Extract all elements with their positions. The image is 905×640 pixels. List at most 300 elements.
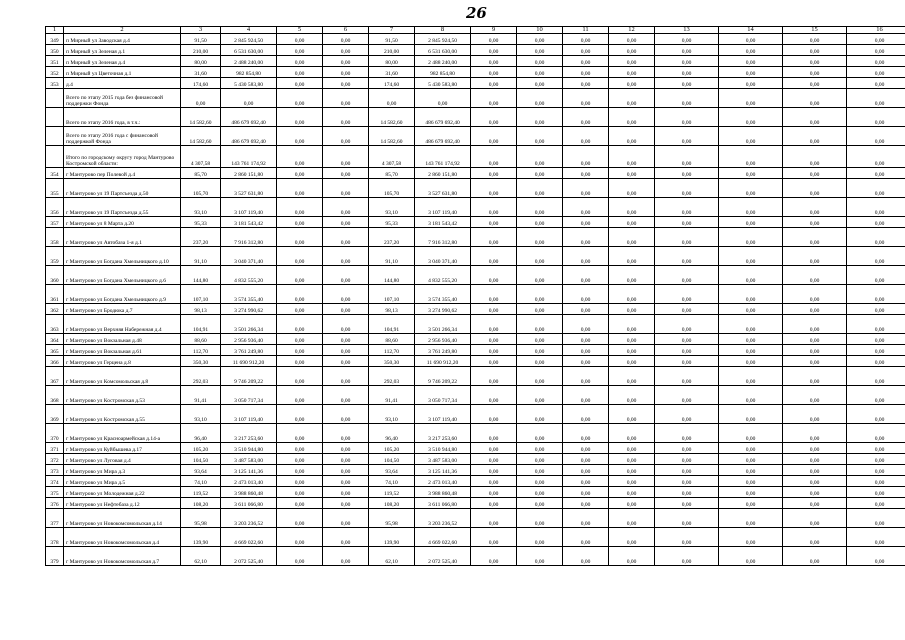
value-cell: 0,00 [277,45,323,56]
value-cell: 0,00 [783,45,847,56]
value-cell: 0,00 [609,78,655,89]
value-cell: 0,00 [719,476,783,487]
address-cell: г Мантурово ул Богдана Хмельницкого д.10 [64,247,181,266]
value-cell: 0,00 [609,179,655,198]
value-cell: 0,00 [609,334,655,345]
column-header: 12 [609,27,655,34]
value-cell: 0,00 [655,247,719,266]
column-header: 6 [323,27,369,34]
value-cell: 0,00 [277,367,323,386]
value-cell: 0,00 [655,405,719,424]
table-row [46,528,905,547]
value-cell: 0,00 [719,217,783,228]
value-cell: 0,00 [847,146,905,168]
value-cell: 0,00 [609,424,655,443]
value-cell: 0,00 [277,405,323,424]
address-cell: п Мирный ул Зеленая д.1 [64,45,181,56]
value-cell: 0,00 [783,367,847,386]
row-number: 359 [46,247,64,266]
value-cell: 0,00 [847,509,905,528]
value-cell: 3 510 944,80 [221,443,277,454]
value-cell: 0,00 [563,487,609,498]
value-cell: 0,00 [719,78,783,89]
value-cell: 9 746 209,22 [415,367,471,386]
value-cell: 0,00 [471,217,517,228]
value-cell: 0,00 [563,168,609,179]
value-cell: 0,00 [609,465,655,476]
value-cell: 0,00 [847,89,905,108]
value-cell: 0,00 [719,443,783,454]
value-cell: 0,00 [277,285,323,304]
value-cell: 11 690 912,20 [415,356,471,367]
value-cell: 0,00 [847,78,905,89]
value-cell: 0,00 [517,217,563,228]
table-row [46,127,905,146]
value-cell: 31,60 [181,67,221,78]
value-cell: 0,00 [847,108,905,127]
value-cell: 0,00 [471,304,517,315]
value-cell: 0,00 [783,228,847,247]
row-number [46,89,64,108]
table-row [46,334,905,345]
value-cell: 0,00 [563,315,609,334]
value-cell: 0,00 [719,228,783,247]
address-cell: г Мантурово ул Вокзальная д.61 [64,345,181,356]
value-cell: 88,60 [369,334,415,345]
value-cell: 0,00 [655,89,719,108]
table-row [46,285,905,304]
value-cell: 0,00 [655,386,719,405]
value-cell: 0,00 [783,528,847,547]
value-cell: 0,00 [655,528,719,547]
value-cell: 119,52 [181,487,221,498]
value-cell: 0,00 [719,454,783,465]
value-cell: 95,33 [369,217,415,228]
value-cell: 0,00 [471,108,517,127]
value-cell: 0,00 [719,345,783,356]
value-cell: 0,00 [609,247,655,266]
row-number: 351 [46,56,64,67]
value-cell: 5 430 583,80 [415,78,471,89]
value-cell: 0,00 [323,108,369,127]
value-cell: 350,30 [369,356,415,367]
value-cell: 0,00 [471,78,517,89]
value-cell: 0,00 [563,405,609,424]
value-cell: 0,00 [471,247,517,266]
value-cell: 0,00 [563,509,609,528]
column-header: 7 [369,27,415,34]
table-row [46,356,905,367]
value-cell: 0,00 [655,334,719,345]
table-row [46,45,905,56]
data-table [45,26,905,566]
value-cell: 0,00 [847,247,905,266]
value-cell: 3 274 990,62 [221,304,277,315]
value-cell: 0,00 [847,304,905,315]
value-cell: 0,00 [655,315,719,334]
value-cell: 0,00 [847,168,905,179]
value-cell: 0,00 [517,67,563,78]
row-number: 374 [46,476,64,487]
value-cell: 0,00 [471,45,517,56]
value-cell: 0,00 [277,345,323,356]
value-cell: 0,00 [323,285,369,304]
value-cell: 0,00 [847,443,905,454]
value-cell: 0,00 [609,168,655,179]
value-cell: 0,00 [323,127,369,146]
value-cell: 0,00 [655,476,719,487]
value-cell: 3 527 631,80 [415,179,471,198]
value-cell: 93,64 [181,465,221,476]
value-cell: 0,00 [719,34,783,45]
value-cell: 0,00 [563,386,609,405]
value-cell: 0,00 [323,367,369,386]
value-cell: 174,60 [369,78,415,89]
value-cell: 0,00 [847,34,905,45]
row-number: 366 [46,356,64,367]
value-cell: 0,00 [369,89,415,108]
value-cell: 0,00 [277,509,323,528]
value-cell: 0,00 [277,217,323,228]
value-cell: 0,00 [517,56,563,67]
value-cell: 0,00 [323,179,369,198]
table-row [46,386,905,405]
value-cell: 0,00 [471,334,517,345]
value-cell: 0,00 [517,247,563,266]
value-cell: 0,00 [719,547,783,566]
value-cell: 0,00 [277,56,323,67]
row-number: 368 [46,386,64,405]
value-cell: 98,13 [181,304,221,315]
value-cell: 0,00 [563,45,609,56]
value-cell: 0,00 [783,304,847,315]
value-cell: 2 473 013,40 [415,476,471,487]
value-cell: 0,00 [517,424,563,443]
value-cell: 0,00 [277,78,323,89]
value-cell: 0,00 [783,315,847,334]
value-cell: 0,00 [655,367,719,386]
value-cell: 0,00 [323,266,369,285]
value-cell: 85,70 [369,168,415,179]
value-cell: 0,00 [847,367,905,386]
value-cell: 0,00 [719,45,783,56]
value-cell: 3 510 944,80 [415,443,471,454]
value-cell: 0,00 [471,34,517,45]
value-cell: 3 217 253,60 [221,424,277,443]
value-cell: 0,00 [323,247,369,266]
table-row [46,89,905,108]
value-cell: 0,00 [277,315,323,334]
value-cell: 2 072 525,40 [415,547,471,566]
value-cell: 143 761 174,92 [221,146,277,168]
value-cell: 0,00 [517,386,563,405]
value-cell: 0,00 [655,228,719,247]
value-cell: 0,00 [655,454,719,465]
value-cell: 237,20 [369,228,415,247]
value-cell: 0,00 [609,487,655,498]
page-number: 26 [466,4,487,22]
value-cell: 104,50 [369,454,415,465]
value-cell: 0,00 [563,266,609,285]
value-cell: 0,00 [847,315,905,334]
value-cell: 0,00 [719,509,783,528]
value-cell: 0,00 [609,285,655,304]
value-cell: 0,00 [783,146,847,168]
value-cell: 105,70 [369,179,415,198]
value-cell: 0,00 [563,528,609,547]
value-cell: 0,00 [181,89,221,108]
value-cell: 0,00 [783,334,847,345]
value-cell: 0,00 [609,509,655,528]
value-cell: 14 582,60 [369,127,415,146]
table-row [46,487,905,498]
value-cell: 0,00 [517,487,563,498]
value-cell: 0,00 [517,285,563,304]
value-cell: 0,00 [277,179,323,198]
value-cell: 0,00 [783,78,847,89]
address-cell: Всего по этапу 2016 года с финансовой поддержкой Фонда [64,127,181,146]
row-number: 356 [46,198,64,217]
address-cell: г Мантурово ул Верхняя Набережная д.4 [64,315,181,334]
value-cell: 0,00 [471,367,517,386]
value-cell: 0,00 [655,443,719,454]
value-cell: 4 832 555,20 [415,266,471,285]
value-cell: 0,00 [847,547,905,566]
row-number [46,146,64,168]
value-cell: 0,00 [847,345,905,356]
value-cell: 0,00 [323,356,369,367]
value-cell: 0,00 [517,454,563,465]
value-cell: 0,00 [563,89,609,108]
value-cell: 0,00 [563,345,609,356]
value-cell: 0,00 [323,386,369,405]
value-cell: 0,00 [847,356,905,367]
row-number: 349 [46,34,64,45]
value-cell: 0,00 [847,386,905,405]
value-cell: 0,00 [847,56,905,67]
value-cell: 108,20 [181,498,221,509]
value-cell: 91,10 [181,247,221,266]
value-cell: 3 203 236,52 [415,509,471,528]
value-cell: 0,00 [719,405,783,424]
value-cell: 0,00 [563,454,609,465]
value-cell: 486 679 692,40 [415,127,471,146]
value-cell: 350,30 [181,356,221,367]
value-cell: 0,00 [323,405,369,424]
column-header: 8 [415,27,471,34]
value-cell: 0,00 [655,509,719,528]
value-cell: 3 050 717,34 [415,386,471,405]
column-header: 15 [783,27,847,34]
value-cell: 174,60 [181,78,221,89]
value-cell: 0,00 [277,454,323,465]
value-cell: 0,00 [471,386,517,405]
table-row [46,198,905,217]
value-cell: 0,00 [471,315,517,334]
value-cell: 0,00 [471,465,517,476]
value-cell: 96,40 [181,424,221,443]
value-cell: 0,00 [323,89,369,108]
value-cell: 0,00 [609,476,655,487]
value-cell: 0,00 [563,547,609,566]
value-cell: 0,00 [609,315,655,334]
value-cell: 0,00 [277,356,323,367]
value-cell: 0,00 [609,356,655,367]
value-cell: 0,00 [563,228,609,247]
address-cell: д.4 [64,78,181,89]
value-cell: 0,00 [655,127,719,146]
value-cell: 0,00 [517,443,563,454]
value-cell: 0,00 [517,547,563,566]
value-cell: 3 040 371,40 [221,247,277,266]
value-cell: 91,41 [181,386,221,405]
value-cell: 0,00 [847,198,905,217]
value-cell: 292,03 [369,367,415,386]
value-cell: 0,00 [783,345,847,356]
value-cell: 0,00 [655,217,719,228]
value-cell: 0,00 [609,266,655,285]
address-cell: г Мантурово ул Богдана Хмельницкого д.9 [64,285,181,304]
row-number: 378 [46,528,64,547]
value-cell: 0,00 [655,465,719,476]
value-cell: 0,00 [277,304,323,315]
value-cell: 0,00 [471,443,517,454]
value-cell: 0,00 [719,367,783,386]
value-cell: 0,00 [609,547,655,566]
value-cell: 0,00 [471,56,517,67]
value-cell: 0,00 [609,228,655,247]
row-number: 362 [46,304,64,315]
value-cell: 119,52 [369,487,415,498]
value-cell: 0,00 [783,56,847,67]
table-row [46,443,905,454]
value-cell: 0,00 [719,285,783,304]
row-number: 354 [46,168,64,179]
value-cell: 0,00 [719,89,783,108]
value-cell: 3 040 371,40 [415,247,471,266]
value-cell: 74,10 [369,476,415,487]
value-cell: 0,00 [847,405,905,424]
value-cell: 112,70 [369,345,415,356]
value-cell: 0,00 [517,498,563,509]
value-cell: 0,00 [471,168,517,179]
value-cell: 0,00 [655,198,719,217]
value-cell: 982 854,80 [221,67,277,78]
value-cell: 98,13 [369,304,415,315]
value-cell: 139,90 [369,528,415,547]
value-cell: 0,00 [471,127,517,146]
value-cell: 0,00 [471,487,517,498]
value-cell: 14 582,60 [181,108,221,127]
value-cell: 0,00 [563,217,609,228]
value-cell: 0,00 [783,127,847,146]
address-cell: Итого по городскому округу город Мантурово Костромской области: [64,146,181,168]
value-cell: 0,00 [609,304,655,315]
value-cell: 0,00 [609,498,655,509]
value-cell: 0,00 [609,345,655,356]
value-cell: 0,00 [517,45,563,56]
address-cell: г Мантурово ул Богдана Хмельницкого д.6 [64,266,181,285]
value-cell: 0,00 [517,476,563,487]
value-cell: 0,00 [563,179,609,198]
value-cell: 3 527 631,80 [221,179,277,198]
value-cell: 0,00 [655,304,719,315]
address-cell: г Мантурово ул Молодежная д.22 [64,487,181,498]
value-cell: 0,00 [847,528,905,547]
row-number: 350 [46,45,64,56]
value-cell: 0,00 [609,217,655,228]
column-header: 13 [655,27,719,34]
value-cell: 0,00 [471,285,517,304]
row-number: 358 [46,228,64,247]
value-cell: 0,00 [563,247,609,266]
value-cell: 112,70 [181,345,221,356]
address-cell: г Мантурово ул Куйбышева д.17 [64,443,181,454]
value-cell: 0,00 [563,198,609,217]
value-cell: 2 488 240,00 [221,56,277,67]
table-row [46,345,905,356]
value-cell: 0,00 [517,356,563,367]
table-row [46,476,905,487]
value-cell: 0,00 [471,228,517,247]
value-cell: 0,00 [563,146,609,168]
value-cell: 0,00 [847,487,905,498]
value-cell: 0,00 [719,424,783,443]
value-cell: 0,00 [323,424,369,443]
row-number: 371 [46,443,64,454]
value-cell: 0,00 [471,528,517,547]
value-cell: 0,00 [471,179,517,198]
value-cell: 486 679 692,40 [221,108,277,127]
value-cell: 0,00 [471,146,517,168]
value-cell: 0,00 [323,67,369,78]
value-cell: 5 430 583,80 [221,78,277,89]
value-cell: 0,00 [719,127,783,146]
value-cell: 3 487 583,00 [415,454,471,465]
table-row [46,454,905,465]
value-cell: 3 611 066,80 [415,498,471,509]
value-cell: 237,20 [181,228,221,247]
table-row [46,509,905,528]
value-cell: 0,00 [847,334,905,345]
value-cell: 0,00 [517,509,563,528]
table-row [46,34,905,45]
value-cell: 3 203 236,52 [221,509,277,528]
value-cell: 0,00 [517,304,563,315]
value-cell: 0,00 [277,334,323,345]
value-cell: 95,98 [369,509,415,528]
address-cell: г Мантурово ул Новокомсомольская д.14 [64,509,181,528]
value-cell: 0,00 [783,443,847,454]
value-cell: 0,00 [609,367,655,386]
value-cell: 93,10 [181,198,221,217]
value-cell: 0,00 [783,547,847,566]
address-cell: г Мантурово ул Новокомсомольская д.4 [64,528,181,547]
value-cell: 0,00 [563,465,609,476]
address-cell: г Мантурово ул Нефтебаза д.12 [64,498,181,509]
row-number: 364 [46,334,64,345]
value-cell: 4 669 022,60 [415,528,471,547]
value-cell: 0,00 [323,304,369,315]
row-number: 376 [46,498,64,509]
value-cell: 0,00 [517,198,563,217]
value-cell: 91,50 [369,34,415,45]
value-cell: 0,00 [323,78,369,89]
value-cell: 0,00 [655,78,719,89]
value-cell: 0,00 [609,198,655,217]
value-cell: 80,00 [369,56,415,67]
value-cell: 0,00 [655,266,719,285]
